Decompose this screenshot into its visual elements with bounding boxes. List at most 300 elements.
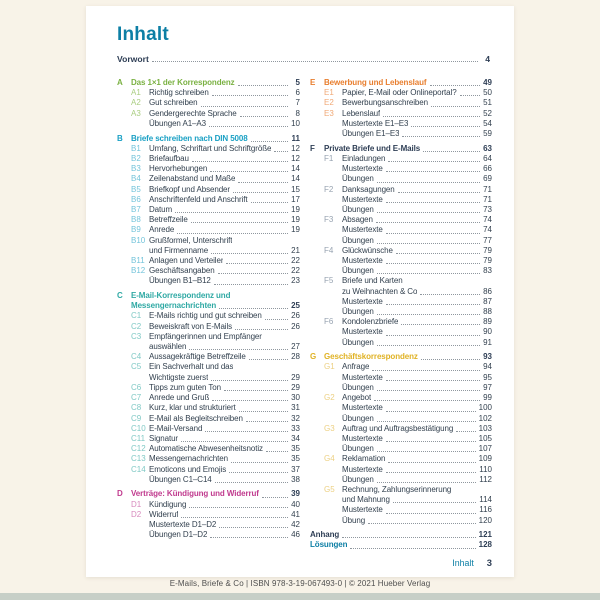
entry-title: Empfängerinnen und Empfänger <box>149 331 262 341</box>
backmatter-row <box>310 530 492 540</box>
entry-title: Übung <box>342 515 366 525</box>
entry-title: Mustertexte <box>342 194 383 204</box>
page-number: 22 <box>291 266 300 276</box>
toc-entry-row <box>310 225 492 235</box>
dotted-leader <box>377 450 476 452</box>
page-number: 69 <box>483 174 492 184</box>
dotted-leader <box>238 84 288 86</box>
toc-entry-row <box>310 88 492 98</box>
entry-title: Wichtigste zuerst <box>149 372 209 382</box>
page-number: 63 <box>483 143 492 153</box>
entry-code: B1 <box>131 143 141 153</box>
page-number: 74 <box>483 225 492 235</box>
dotted-leader <box>386 512 477 514</box>
toc-section <box>310 78 492 139</box>
entry-code: B4 <box>131 174 141 184</box>
entry-code: B3 <box>131 164 141 174</box>
entry-code: A1 <box>131 88 141 98</box>
toc-entry-row <box>117 256 300 266</box>
dotted-leader <box>265 318 288 320</box>
page-number: 128 <box>478 540 492 550</box>
dotted-leader <box>238 181 288 183</box>
section-letter: E <box>310 78 316 87</box>
entry-code: G1 <box>324 362 335 372</box>
page-number: 64 <box>483 153 492 163</box>
dotted-leader <box>377 181 480 183</box>
section-letter: G <box>310 352 317 362</box>
page-number: 86 <box>483 286 492 296</box>
toc-entry-row <box>117 98 300 108</box>
toc-entry-row <box>310 327 492 337</box>
page-number: 71 <box>483 194 492 204</box>
page-number: 105 <box>478 433 492 443</box>
entry-code: B2 <box>131 153 141 163</box>
toc-entry-row <box>117 266 300 276</box>
page-number: 73 <box>483 204 492 214</box>
entry-code: C10 <box>131 423 146 433</box>
page-number: 14 <box>291 164 300 174</box>
entry-code: C1 <box>131 311 142 321</box>
entry-title: Mustertexte <box>342 372 383 382</box>
entry-code: B5 <box>131 184 141 194</box>
dotted-leader <box>262 496 288 498</box>
entry-title: Übungen B1–B12 <box>149 276 211 286</box>
toc-entry-row <box>310 475 492 485</box>
toc-entry-row <box>117 88 300 98</box>
page-number: 97 <box>483 382 492 392</box>
entry-title: zu Weihnachten & Co <box>342 286 418 296</box>
toc-entry-row <box>310 276 492 286</box>
dotted-leader <box>211 379 288 381</box>
entry-code: B7 <box>131 204 141 214</box>
section-letter: B <box>117 133 123 143</box>
toc-section-header-row <box>117 291 300 301</box>
toc-entry-row <box>117 144 300 154</box>
toc-entry-row <box>310 338 492 348</box>
entry-code: C11 <box>131 433 146 443</box>
page-number: 42 <box>291 520 300 530</box>
dotted-leader <box>386 410 476 412</box>
entry-title: Mustertexte E1–E3 <box>342 118 409 128</box>
entry-code: C13 <box>131 454 146 464</box>
page-number: 120 <box>478 515 492 525</box>
entry-code: C8 <box>131 403 142 413</box>
toc-entry-row <box>117 393 300 403</box>
dotted-leader <box>201 105 288 107</box>
entry-title: Automatische Abwesenheitsnotiz <box>149 444 263 454</box>
entry-code: D1 <box>131 499 142 509</box>
toc-entry-row <box>310 393 492 403</box>
toc-entry-row <box>117 154 300 164</box>
toc-entry-row <box>117 444 300 454</box>
toc-entry-row <box>310 154 492 164</box>
dotted-leader <box>388 160 480 162</box>
dotted-leader <box>377 313 480 315</box>
toc-entry-row <box>117 246 300 256</box>
entry-title: Rechnung, Zahlungserinnerung <box>342 484 452 494</box>
page-title: Inhalt <box>117 24 169 45</box>
page-number: 114 <box>479 495 492 505</box>
dotted-leader <box>239 410 288 412</box>
toc-section-header-row <box>310 352 492 362</box>
entry-code: B12 <box>131 266 146 276</box>
entry-title: Anschriftenfeld und Anschrift <box>149 194 248 204</box>
page-number: 28 <box>291 352 300 362</box>
dotted-leader <box>430 84 481 86</box>
page-number: 95 <box>483 372 492 382</box>
entry-title: Tipps zum guten Ton <box>149 382 221 392</box>
page-number: 87 <box>483 296 492 306</box>
entry-title: Übungen <box>342 382 374 392</box>
dotted-leader <box>219 307 288 309</box>
entry-title: Gut schreiben <box>149 98 198 108</box>
page-number: 71 <box>483 184 492 194</box>
entry-title: Messengernachrichten <box>149 454 228 464</box>
dotted-leader <box>177 232 288 234</box>
page-number: 10 <box>291 118 300 128</box>
toc-entry-row <box>310 495 492 505</box>
dotted-leader <box>377 242 480 244</box>
dotted-leader <box>175 211 288 213</box>
toc-entry-row <box>117 465 300 475</box>
toc-entry-row <box>117 322 300 332</box>
entry-title: Übungen <box>342 174 374 184</box>
entry-title: Übungen <box>342 204 374 214</box>
toc-entry-row <box>310 246 492 256</box>
backmatter-label: Anhang <box>310 530 340 540</box>
entry-title: Danksagungen <box>342 184 395 194</box>
entry-code: A2 <box>131 98 141 108</box>
entry-title: Gendergerechte Sprache <box>149 108 237 118</box>
section-title: Messengernachrichten <box>131 301 217 311</box>
toc-section <box>117 489 300 540</box>
dotted-leader <box>423 150 480 152</box>
page-number: 8 <box>295 108 300 118</box>
entry-code: B6 <box>131 194 141 204</box>
toc-entry-row <box>310 195 492 205</box>
toc-section <box>310 352 492 525</box>
entry-code: F2 <box>324 184 334 194</box>
toc-entry-row <box>117 352 300 362</box>
toc-entry-row <box>117 215 300 225</box>
dotted-leader <box>212 399 288 401</box>
entry-title: Briefe und Karten <box>342 276 403 286</box>
entry-title: Anrede und Gruß <box>149 393 210 403</box>
page-number: 91 <box>483 337 492 347</box>
page-number: 77 <box>483 235 492 245</box>
vorwort-label: Vorwort <box>117 54 149 64</box>
dotted-leader <box>374 399 480 401</box>
toc-entry-row <box>310 434 492 444</box>
toc-entry-row <box>117 424 300 434</box>
page-number: 25 <box>291 301 300 311</box>
entry-title: Angebot <box>342 393 372 403</box>
entry-title: Übungen A1–A3 <box>149 118 206 128</box>
entry-title: Briefkopf und Absender <box>149 184 230 194</box>
dotted-leader <box>251 140 288 142</box>
page-number: 40 <box>291 499 300 509</box>
entry-title: Bewerbungsanschreiben <box>342 98 428 108</box>
dotted-leader <box>210 170 288 172</box>
dotted-leader <box>368 522 476 524</box>
dotted-leader <box>240 115 288 117</box>
entry-title: Reklamation <box>342 454 386 464</box>
entry-title: Mustertexte <box>342 327 383 337</box>
entry-title: Briefaufbau <box>149 153 189 163</box>
entry-title: Beweiskraft von E-Mails <box>149 321 233 331</box>
page-number: 102 <box>478 413 492 423</box>
dotted-leader <box>191 221 288 223</box>
page-number: 59 <box>483 129 492 139</box>
entry-title: Mustertexte <box>342 296 383 306</box>
toc-entry-row <box>310 454 492 464</box>
toc-entry-row <box>117 311 300 321</box>
page-number: 103 <box>478 423 492 433</box>
toc-entry-row <box>310 174 492 184</box>
entry-title: Anfrage <box>342 362 370 372</box>
page-number: 19 <box>291 225 300 235</box>
entry-code: G5 <box>324 484 335 494</box>
dotted-leader <box>342 536 475 538</box>
page-number: 29 <box>291 382 300 392</box>
dotted-leader <box>189 506 288 508</box>
entry-title: Aussagekräftige Betreffzeile <box>149 352 246 362</box>
toc-entry-row <box>310 307 492 317</box>
toc-entry-row <box>117 520 300 530</box>
dotted-leader <box>377 481 476 483</box>
page-number: 116 <box>479 505 492 515</box>
entry-code: C3 <box>131 331 142 341</box>
dotted-leader <box>386 232 480 234</box>
page-number: 26 <box>291 321 300 331</box>
toc-entry-row <box>310 215 492 225</box>
bottom-strip <box>0 593 600 600</box>
section-letter: C <box>117 291 123 301</box>
section-title: Private Briefe und E-Mails <box>324 143 421 153</box>
page-number: 19 <box>291 215 300 225</box>
entry-code: G4 <box>324 454 335 464</box>
page-number: 112 <box>479 474 492 484</box>
toc-entry-row <box>310 297 492 307</box>
toc-entry-row <box>117 530 300 540</box>
entry-title: Auftrag und Auftragsbestätigung <box>342 423 454 433</box>
toc-entry-row <box>310 424 492 434</box>
toc-entry-row <box>117 500 300 510</box>
dotted-leader <box>219 526 288 528</box>
dotted-leader <box>229 471 288 473</box>
toc-entry-row <box>117 373 300 383</box>
entry-title: Datum <box>149 204 173 214</box>
dotted-leader <box>386 440 476 442</box>
toc-entry-row <box>310 256 492 266</box>
page-number: 19 <box>291 204 300 214</box>
backmatter-label: Lösungen <box>310 540 348 550</box>
toc-entry-row <box>117 403 300 413</box>
toc-entry-row <box>310 373 492 383</box>
entry-title: Ein Sachverhalt und das <box>149 362 234 372</box>
dotted-leader <box>181 440 288 442</box>
dotted-leader <box>224 389 288 391</box>
footer-page-number: 3 <box>486 557 492 568</box>
toc-entry-row <box>310 185 492 195</box>
page-number: 15 <box>291 184 300 194</box>
dotted-leader <box>456 430 475 432</box>
toc-entry-row <box>310 98 492 108</box>
page-number: 88 <box>483 306 492 316</box>
entry-code: B10 <box>131 235 146 245</box>
dotted-leader <box>396 252 480 254</box>
dotted-leader <box>205 430 288 432</box>
dotted-leader <box>383 115 480 117</box>
toc-entry-row <box>310 403 492 413</box>
entry-title: Umfang, Schriftart und Schriftgröße <box>149 143 272 153</box>
page-number: 7 <box>295 98 300 108</box>
entry-code: G2 <box>324 393 335 403</box>
toc-entry-row <box>310 164 492 174</box>
page-number: 79 <box>483 245 492 255</box>
entry-title: Übungen E1–E3 <box>342 129 400 139</box>
page-number: 46 <box>291 530 300 540</box>
dotted-leader <box>211 252 288 254</box>
dotted-leader <box>377 211 480 213</box>
dotted-leader <box>235 328 288 330</box>
dotted-leader <box>421 358 480 360</box>
dotted-leader <box>401 323 480 325</box>
page-number: 6 <box>295 88 300 98</box>
toc-entry-row <box>117 362 300 372</box>
section-title: Briefe schreiben nach DIN 5008 <box>131 133 248 143</box>
toc-entry-row <box>310 287 492 297</box>
toc-section-header-row <box>310 78 492 88</box>
toc-entry-row <box>117 276 300 286</box>
entry-code: F4 <box>324 245 334 255</box>
entry-title: Übungen <box>342 235 374 245</box>
dotted-leader <box>377 389 480 391</box>
entry-code: F1 <box>324 153 334 163</box>
dotted-leader <box>402 135 480 137</box>
toc-section-header-row <box>310 144 492 154</box>
page-number: 54 <box>483 118 492 128</box>
dotted-leader <box>209 125 288 127</box>
entry-title: Anlagen und Verteiler <box>149 255 224 265</box>
dotted-leader <box>431 105 480 107</box>
entry-title: E-Mails richtig und gut schreiben <box>149 311 262 321</box>
dotted-leader <box>398 191 480 193</box>
entry-code: C2 <box>131 321 142 331</box>
page-number: 37 <box>291 464 300 474</box>
section-title: Bewerbung und Lebenslauf <box>324 78 427 87</box>
entry-title: und Firmenname <box>149 245 209 255</box>
dotted-leader <box>181 516 288 518</box>
page-number: 14 <box>291 174 300 184</box>
vorwort-page-number: 4 <box>485 54 490 64</box>
toc-entry-row <box>310 205 492 215</box>
vorwort-row <box>117 54 490 64</box>
toc-entry-row <box>117 164 300 174</box>
entry-code: C14 <box>131 464 146 474</box>
dotted-leader <box>411 125 480 127</box>
toc-entry-row <box>310 383 492 393</box>
entry-code: E2 <box>324 98 334 108</box>
toc-entry-row <box>310 485 492 495</box>
page-number: 26 <box>291 311 300 321</box>
toc-section-header-row <box>117 78 300 88</box>
dotted-leader <box>386 471 477 473</box>
entry-title: Signatur <box>149 433 178 443</box>
page-number: 12 <box>291 153 300 163</box>
dotted-leader <box>377 272 480 274</box>
toc-entry-row <box>310 362 492 372</box>
page-number: 38 <box>291 474 300 484</box>
page-number: 5 <box>295 78 300 87</box>
dotted-leader <box>246 420 288 422</box>
entry-title: Übungen D1–D2 <box>149 530 208 540</box>
entry-title: Kondolenzbriefe <box>342 317 399 327</box>
page-number: 51 <box>483 98 492 108</box>
entry-title: Grußformel, Unterschrift <box>149 235 233 245</box>
toc-entry-row <box>117 342 300 352</box>
toc-entry-row <box>310 414 492 424</box>
page-number: 29 <box>291 372 300 382</box>
toc-section <box>117 291 300 485</box>
section-letter: A <box>117 78 123 87</box>
dotted-leader <box>274 150 288 152</box>
entry-title: Kurz, klar und strukturiert <box>149 403 236 413</box>
entry-title: Betreffzeile <box>149 215 188 225</box>
page-number: 39 <box>291 489 300 499</box>
page-number: 11 <box>291 133 300 143</box>
dotted-leader <box>376 221 480 223</box>
dotted-leader <box>233 191 288 193</box>
entry-code: A3 <box>131 108 141 118</box>
entry-title: Mustertexte <box>342 255 383 265</box>
entry-title: Kündigung <box>149 499 187 509</box>
dotted-leader <box>350 547 475 549</box>
dotted-leader <box>388 461 475 463</box>
backmatter-row <box>310 540 492 550</box>
page-number: 74 <box>483 215 492 225</box>
entry-title: Anrede <box>149 225 175 235</box>
toc-entry-row <box>117 236 300 246</box>
entry-title: Mustertexte <box>342 225 383 235</box>
page-number: 52 <box>483 108 492 118</box>
toc-entry-row <box>310 444 492 454</box>
entry-title: Mustertexte <box>342 403 383 413</box>
entry-title: Übungen <box>342 306 374 316</box>
page-number: 31 <box>291 403 300 413</box>
section-letter: D <box>117 489 123 499</box>
entry-title: Glückwünsche <box>342 245 393 255</box>
page-number: 22 <box>291 255 300 265</box>
entry-code: B11 <box>131 255 145 265</box>
toc-entry-row <box>117 185 300 195</box>
dotted-leader <box>386 303 480 305</box>
dotted-leader <box>251 201 289 203</box>
entry-title: Absagen <box>342 215 373 225</box>
dotted-leader <box>372 369 480 371</box>
entry-title: Mustertexte <box>342 505 383 515</box>
entry-title: Übungen <box>342 413 374 423</box>
page-number: 79 <box>483 255 492 265</box>
running-footer <box>452 557 492 568</box>
toc-column-left <box>117 78 300 545</box>
page-number: 94 <box>483 362 492 372</box>
page-number: 27 <box>291 342 300 352</box>
dotted-leader <box>214 283 288 285</box>
entry-code: E1 <box>324 88 334 98</box>
entry-title: auswählen <box>149 342 187 352</box>
entry-title: Emoticons und Emojis <box>149 464 227 474</box>
